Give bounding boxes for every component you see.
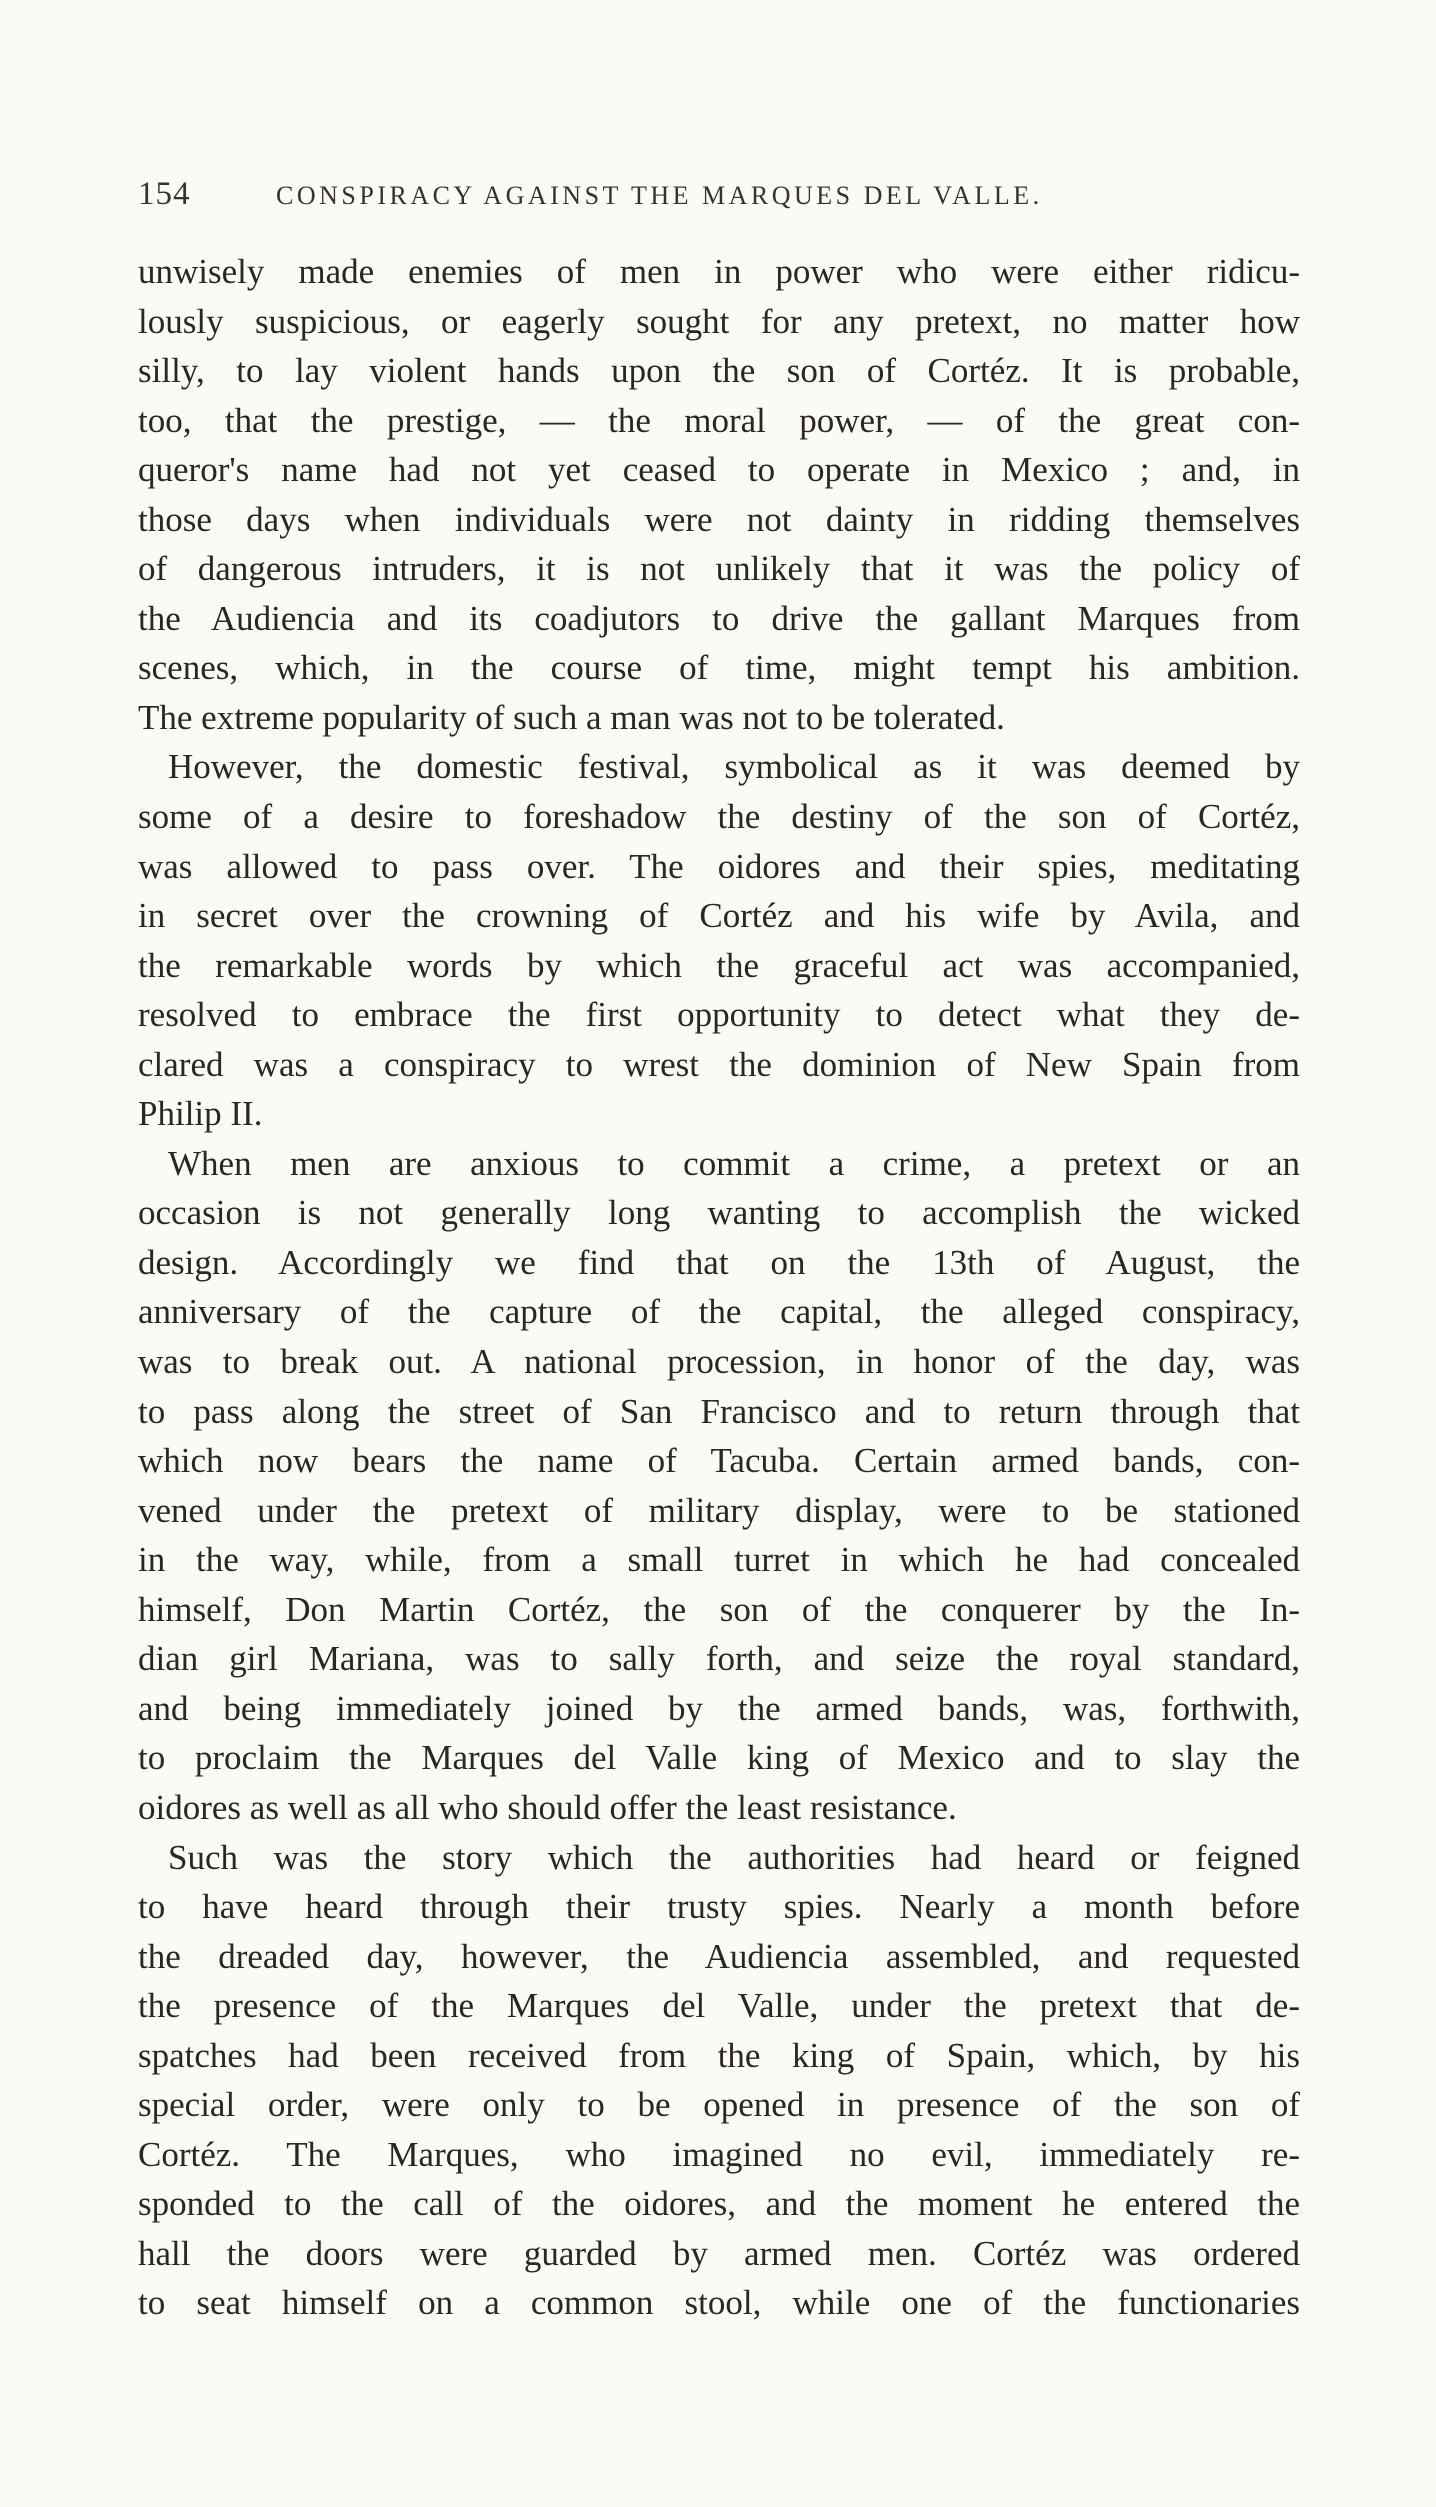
text-line: the dreaded day, however, the Audiencia assembled, and requested	[138, 1936, 1300, 1976]
text-line: The extreme popularity of such a man was not to be tolerated.	[138, 697, 1005, 737]
text-line: hall the doors were guarded by armed men. Cortéz was ordered	[138, 2233, 1300, 2273]
text-line: to pass along the street of San Francisco and to return through that	[138, 1391, 1300, 1431]
text-line: dian girl Mariana, was to sally forth, and seize the royal standard,	[138, 1639, 1300, 1679]
text-line: and being immediately joined by the armed bands, was, forthwith,	[138, 1688, 1300, 1728]
paragraph-start: Such was the story which the authorities had heard or feigned	[168, 1837, 1300, 1877]
text-line: unwisely made enemies of men in power who were either ridicu-	[138, 252, 1300, 291]
text-line: lously suspicious, or eagerly sought for any pretext, no matter how	[138, 301, 1300, 341]
text-line: to seat himself on a common stool, while one of the functionaries	[138, 2283, 1300, 2323]
paragraph-start: However, the domestic festival, symbolical as it was deemed by	[168, 747, 1300, 787]
text-line: vened under the pretext of military display, were to be stationed	[138, 1490, 1300, 1530]
text-line: of dangerous intruders, it is not unlikely that it was the policy of	[138, 549, 1300, 589]
text-line: resolved to embrace the first opportunity to detect what they de-	[138, 995, 1300, 1035]
text-line: in secret over the crowning of Cortéz and his wife by Avila, and	[138, 896, 1300, 936]
text-line: the presence of the Marques del Valle, under the pretext that de-	[138, 1986, 1300, 2026]
text-line: scenes, which, in the course of time, might tempt his ambition.	[138, 648, 1300, 688]
text-line: some of a desire to foreshadow the destiny of the son of Cortéz,	[138, 797, 1300, 837]
page-number: 154	[138, 176, 191, 212]
running-head	[138, 172, 1160, 216]
text-line: occasion is not generally long wanting to accomplish the wicked	[138, 1193, 1300, 1233]
text-line: those days when individuals were not dainty in ridding themselves	[138, 499, 1300, 539]
text-line: himself, Don Martin Cortéz, the son of the conquerer by the In-	[138, 1589, 1300, 1629]
text-line: clared was a conspiracy to wrest the dominion of New Spain from	[138, 1044, 1300, 1084]
text-line: oidores as well as all who should offer the least resistance.	[138, 1787, 957, 1827]
text-line: was allowed to pass over. The oidores and their spies, meditating	[138, 846, 1300, 886]
text-line: sponded to the call of the oidores, and the moment he entered the	[138, 2184, 1300, 2224]
text-line: which now bears the name of Tacuba. Certain armed bands, con-	[138, 1441, 1300, 1481]
body-text	[138, 247, 1300, 2328]
text-line: in the way, while, from a small turret in which he had concealed	[138, 1540, 1300, 1580]
text-line: spatches had been received from the king of Spain, which, by his	[138, 2035, 1300, 2075]
text-line: special order, were only to be opened in presence of the son of	[138, 2085, 1300, 2125]
text-line: the remarkable words by which the graceful act was accompanied,	[138, 945, 1300, 985]
text-line: silly, to lay violent hands upon the son of Cortéz. It is probable,	[138, 351, 1300, 391]
paragraph-start: When men are anxious to commit a crime, a pretext or an	[168, 1143, 1300, 1183]
text-line: Philip II.	[138, 1094, 263, 1134]
text-line: to proclaim the Marques del Valle king of Mexico and to slay the	[138, 1738, 1300, 1778]
text-line: was to break out. A national procession, in honor of the day, was	[138, 1342, 1300, 1382]
text-line: too, that the prestige, — the moral power, — of the great con-	[138, 400, 1300, 440]
text-line: Cortéz. The Marques, who imagined no evil, immediately re-	[138, 2134, 1300, 2174]
text-line: queror's name had not yet ceased to operate in Mexico ; and, in	[138, 450, 1300, 490]
text-line: design. Accordingly we find that on the 13th of August, the	[138, 1242, 1300, 1282]
running-title: CONSPIRACY AGAINST THE MARQUES DEL VALLE.	[276, 181, 1043, 210]
text-line: the Audiencia and its coadjutors to drive the gallant Marques from	[138, 598, 1300, 638]
text-line: to have heard through their trusty spies. Nearly a month before	[138, 1887, 1300, 1927]
text-line: anniversary of the capture of the capital, the alleged conspiracy,	[138, 1292, 1300, 1332]
